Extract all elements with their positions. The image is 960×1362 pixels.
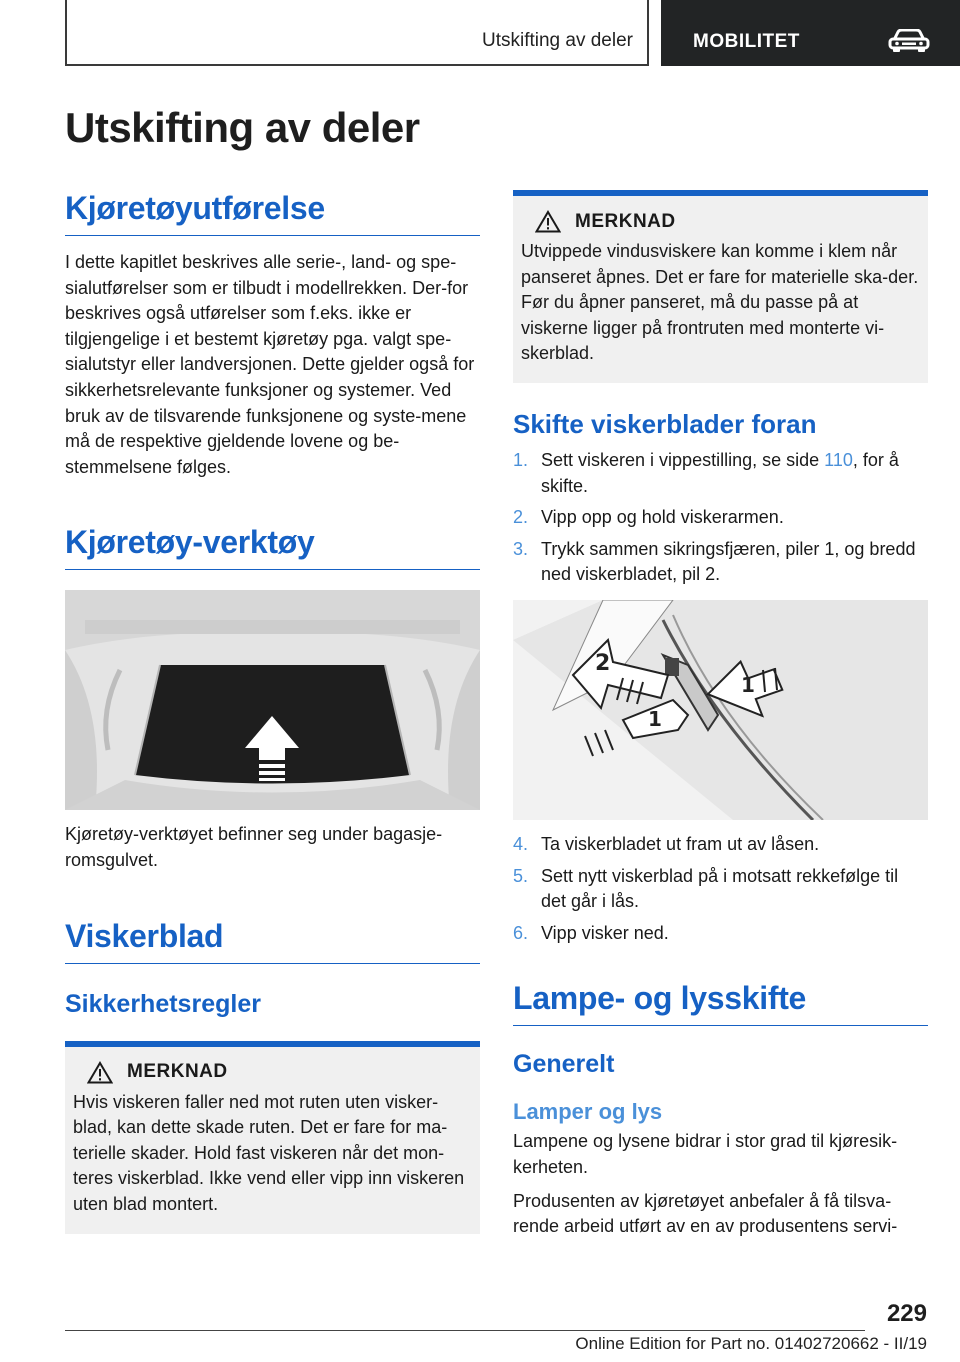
header-chapter-title: MOBILITET [693, 31, 800, 52]
header-section-title: Utskifting av deler [481, 30, 633, 51]
section-heading-vehicle-tools: Kjøretøy-verktøy [65, 524, 480, 570]
list-item: 4. Ta viskerbladet ut fram ut av låsen. [513, 833, 820, 854]
list-item: 5. Sett nytt viskerblad på i motsatt rekkefølge til det går i lås. [513, 865, 899, 912]
subheading-general: Generelt [513, 1050, 615, 1079]
section-heading-lamps: Lampe- og lysskifte [513, 980, 928, 1026]
left-column [65, 190, 480, 1234]
page-header [65, 0, 960, 66]
steps-list-a [513, 448, 928, 588]
notice-title: MERKNAD [127, 1061, 228, 1083]
subsubheading-lamps-and-lights: Lamper og lys [513, 1099, 663, 1125]
page-link[interactable]: 110 [824, 449, 853, 470]
footer-edition: Online Edition for Part no. 01402720662 - II/19 [575, 1334, 927, 1353]
diagram-label: 1 [648, 706, 662, 731]
notice-title: MERKNAD [575, 210, 676, 232]
vehicle-equipment-text: I dette kapitlet beskrives alle serie-, land- og spe-sialutførelser som er tilbudt i modellrekken. Der-for beskrives også utførelser som f.eks. ikke er tilgjengelige i et bestemt kjøretøy pga. valgt spe-sialutstyr eller landversjonen. Dette gjelder også for sikkerhetsrelevante funksjoner og systemer. Ved bruk av de tilsvarende funksjonene og syste-mene må de respektive gjeldende lovene og be-stemmelsene følges. [65, 252, 475, 477]
subheading-front-wipers: Skifte viskerblader foran [513, 408, 817, 439]
right-column [513, 190, 928, 1240]
wiper-diagram [513, 600, 928, 820]
header-section-box [65, 0, 649, 66]
diagram-label: 1 [741, 672, 755, 697]
list-item: 1. Sett viskeren i vippestilling, se side 110, for å skifte. [513, 449, 899, 496]
car-icon [888, 29, 930, 53]
footer-divider [65, 1330, 865, 1331]
steps-list-b [513, 832, 928, 946]
warning-triangle-icon [535, 210, 561, 233]
subheading-safety-rules: Sikkerhetsregler [65, 989, 261, 1018]
notice-text: Utvippede vindusviskere kan komme i klem når panseret åpnes. Det er fare for materielle ska-der. Før du åpner panseret, må du passe på at viskerne ligger på frontruten med monterte vi-skerblad. [521, 241, 919, 364]
page-number: 229 [886, 1300, 927, 1327]
warning-triangle-icon [87, 1061, 113, 1084]
page-title: Utskifting av deler [65, 104, 420, 151]
section-heading-vehicle-equipment: Kjøretøyutførelse [65, 190, 480, 236]
trunk-floor-image [65, 590, 480, 810]
list-item: 2. Vipp opp og hold viskerarmen. [513, 507, 784, 528]
list-item: 3. Trykk sammen sikringsfjæren, piler 1, og bredd ned viskerbladet, pil 2. [513, 538, 916, 585]
vehicle-tools-caption: Kjøretøy-verktøyet befinner seg under bagasje-romsgulvet. [65, 824, 443, 870]
notice-text: Hvis viskeren faller ned mot ruten uten visker-blad, kan dette skade ruten. Det er fare for ma-terielle skader. Hold fast viskeren når det mon-teres viskerblad. Ikke vend eller vipp inn viskeren uten blad montert. [73, 1091, 465, 1214]
notice-box-hood [513, 190, 928, 383]
diagram-label: 2 [595, 650, 611, 676]
lamps-paragraph-1: Lampene og lysene bidrar i stor grad til kjøresik-kerheten. [513, 1131, 898, 1177]
notice-box-wiper [65, 1041, 480, 1234]
lamps-paragraph-2: Produsenten av kjøretøyet anbefaler å få tilsva-rende arbeid utført av en av produsentens servi- [513, 1190, 898, 1237]
list-item: 6. Vipp visker ned. [513, 922, 669, 943]
header-chapter-box [661, 0, 960, 66]
section-heading-wiper-blade: Viskerblad [65, 918, 480, 964]
